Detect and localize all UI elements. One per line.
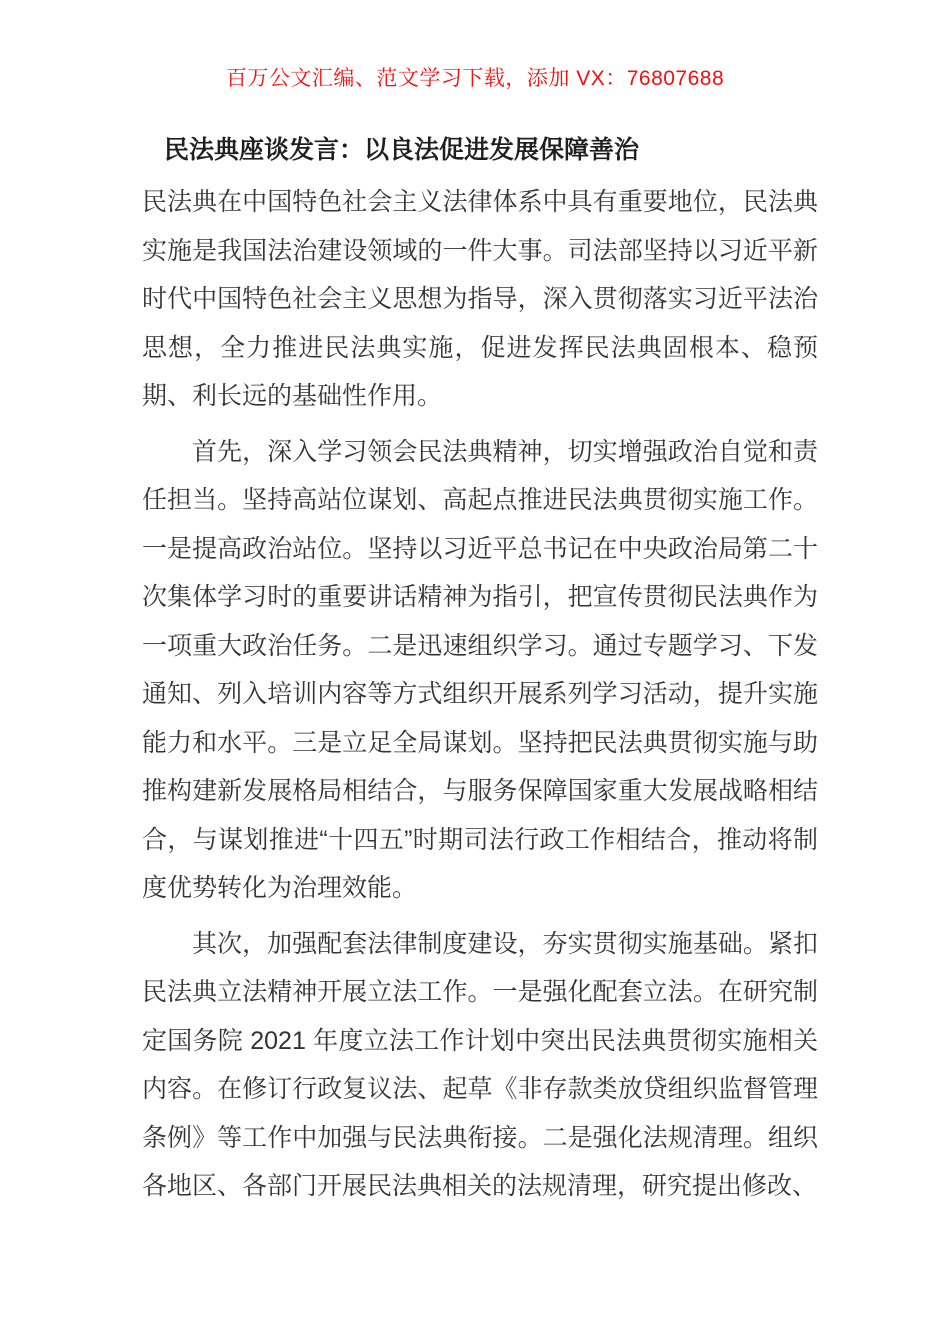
paragraph-second-point: 其次，加强配套法律制度建设，夯实贯彻实施基础。紧扣民法典立法精神开展立法工作。一是强化配套立法。在研究制定国务院 2021 年度立法工作计划中突出民法典贯彻实施相关内容。在修订行政复议法、起草《非存款类放贷组织监督管理条例》等工作中加强与民法典衔接。二是强化法规清理。组织各地区、各部门开展民法典相关的法规清理，研究提出修改、: [142, 929, 818, 1200]
promo-banner: 百万公文汇编、范文学习下载，添加 VX：76807688: [225, 67, 725, 90]
document-title: 民法典座谈发言：以良法促进发展保障善治: [164, 136, 640, 164]
paragraph-intro: 民法典在中国特色社会主义法律体系中具有重要地位，民法典实施是我国法治建设领域的一件大事。司法部坚持以习近平新时代中国特色社会主义思想为指导，深入贯彻落实习近平法治思想，全力推进民法典实施，促进发挥民法典固根本、稳预期、利长远的基础性作用。: [142, 188, 818, 410]
paragraph-first-point: 首先，深入学习领会民法典精神，切实增强政治自觉和责任担当。坚持高站位谋划、高起点推进民法典贯彻实施工作。一是提高政治站位。坚持以习近平总书记在中央政治局第二十次集体学习时的重要讲话精神为指引，把宣传贯彻民法典作为一项重大政治任务。二是迅速组织学习。通过专题学习、下发通知、列入培训内容等方式组织开展系列学习活动，提升实施能力和水平。三是立足全局谋划。坚持把民法典贯彻实施与助推构建新发展格局相结合，与服务保障国家重大发展战略相结合，与谋划推进“十四五”时期司法行政工作相结合，推动将制度优势转化为治理效能。: [142, 437, 818, 902]
document-body: [142, 135, 818, 1211]
